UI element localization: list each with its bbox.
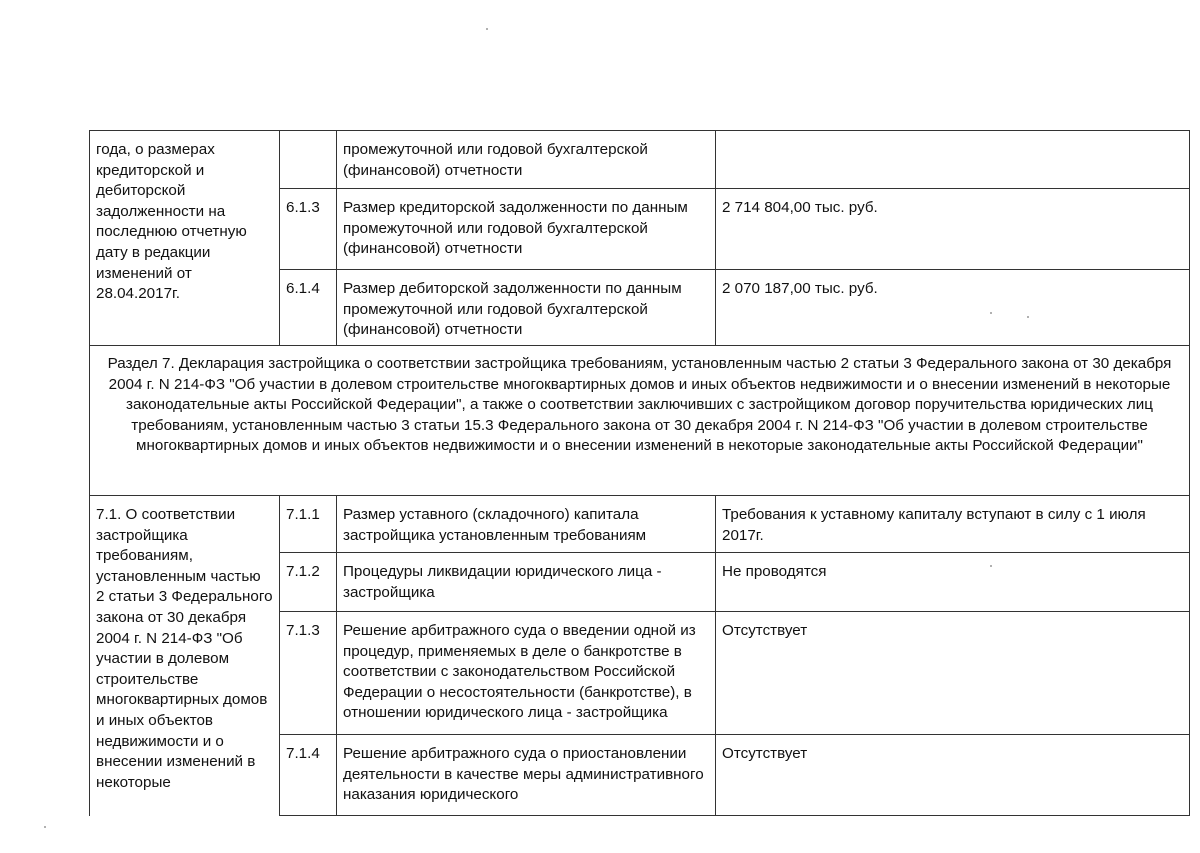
scan-speck bbox=[486, 28, 488, 30]
declaration-table bbox=[89, 130, 1190, 816]
item-value: 2 714 804,00 тыс. руб. bbox=[716, 189, 1190, 270]
item-description: Решение арбитражного суда о приостановлении деятельности в качестве меры административного наказания юридического bbox=[337, 735, 716, 816]
scan-speck bbox=[44, 826, 46, 828]
table-row bbox=[90, 131, 1190, 189]
item-value: Не проводятся bbox=[716, 553, 1190, 612]
section-7-heading: Раздел 7. Декларация застройщика о соответствии застройщика требованиям, установленным частью 2 статьи 3 Федерального закона от 30 декабря 2004 г. N 214-ФЗ "Об участии в долевом строительстве многоквартирных домов и иных объектов недвижимости и о внесении изменений в некоторые законодательные акты Российской Федерации", а также о соответствии заключивших с застройщиком договор поручительства юридических лиц требованиям, установленным частью 3 статьи 15.3 Федерального закона от 30 декабря 2004 г. N 214-ФЗ "Об участии в долевом строительстве многоквартирных домов и иных объектов недвижимости и о внесении изменений в некоторые законодательные акты Российской Федерации" bbox=[90, 346, 1190, 496]
table-row bbox=[90, 496, 1190, 553]
item-description: Размер кредиторской задолженности по данным промежуточной или годовой бухгалтерской (финансовой) отчетности bbox=[337, 189, 716, 270]
item-description: Размер уставного (складочного) капитала застройщика установленным требованиям bbox=[337, 496, 716, 553]
item-number: 7.1.2 bbox=[280, 553, 337, 612]
item-number: 7.1.3 bbox=[280, 612, 337, 735]
scan-speck bbox=[990, 312, 992, 314]
scan-speck bbox=[1027, 316, 1029, 318]
group-label-text: 7.1. О соответствии застройщика требованиям, установленным частью 2 статьи 3 Федерального закона от 30 декабря 2004 г. N 214-ФЗ "Об участии в долевом строительстве многоквартирных домов и иных объектов недвижимости и о внесении изменений в некоторые bbox=[96, 506, 273, 791]
item-number bbox=[280, 131, 337, 189]
group-label-text: года, о размерах кредиторской и дебиторской задолженности на последнюю отчетную дату в редакции изменений от 28.04.2017г. bbox=[96, 141, 247, 303]
item-value: Требования к уставному капиталу вступают в силу с 1 июля 2017г. bbox=[716, 496, 1190, 553]
item-value: 2 070 187,00 тыс. руб. bbox=[716, 270, 1190, 346]
item-description: Процедуры ликвидации юридического лица - застройщика bbox=[337, 553, 716, 612]
item-value: Отсутствует bbox=[716, 735, 1190, 816]
section-heading-row bbox=[90, 346, 1190, 496]
item-value: Отсутствует bbox=[716, 612, 1190, 735]
item-value bbox=[716, 131, 1190, 189]
item-description: промежуточной или годовой бухгалтерской (финансовой) отчетности bbox=[337, 131, 716, 189]
item-number: 6.1.3 bbox=[280, 189, 337, 270]
row-group-label-7-1 bbox=[90, 496, 280, 816]
item-description: Решение арбитражного суда о введении одной из процедур, применяемых в деле о банкротстве в соответствии с законодательством Российской Федерации о несостоятельности (банкротстве), в отношении юридического лица - застройщика bbox=[337, 612, 716, 735]
scan-speck bbox=[990, 565, 992, 567]
item-number: 7.1.1 bbox=[280, 496, 337, 553]
row-group-label-6-1 bbox=[90, 131, 280, 346]
item-number: 6.1.4 bbox=[280, 270, 337, 346]
item-description: Размер дебиторской задолженности по данным промежуточной или годовой бухгалтерской (финансовой) отчетности bbox=[337, 270, 716, 346]
item-number: 7.1.4 bbox=[280, 735, 337, 816]
